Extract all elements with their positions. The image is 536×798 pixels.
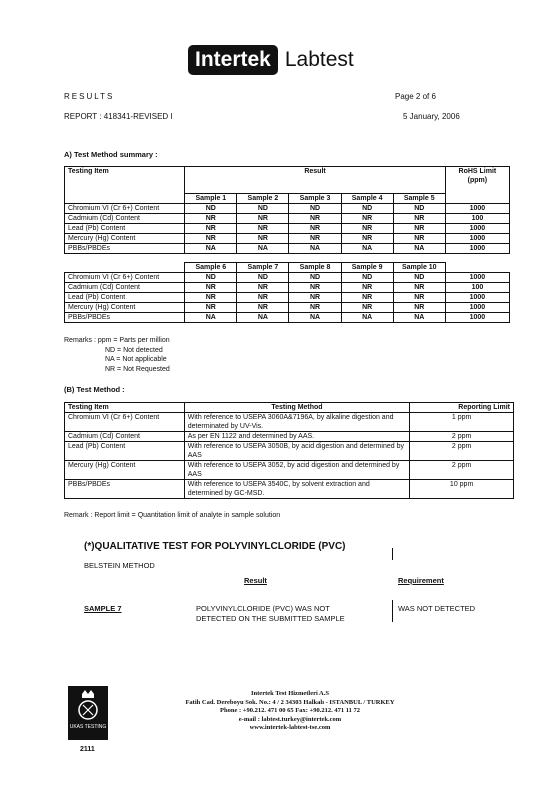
testing-method-cell: With reference to USEPA 3060A&7196A, by alkaline digestion and determinated by UV-Vis. xyxy=(184,413,409,432)
pvc-method: BELSTEIN METHOD xyxy=(84,561,155,570)
result-cell: NR xyxy=(185,293,237,303)
result-row xyxy=(65,303,510,313)
pvc-requirement: WAS NOT DETECTED xyxy=(398,604,476,613)
pvc-result-header: Result xyxy=(244,576,267,585)
testing-item-cell: Chromium VI (Cr 6+) Content xyxy=(65,413,185,432)
limit-cell: 1000 xyxy=(445,303,509,313)
result-cell: NR xyxy=(393,283,445,293)
limit-cell: 100 xyxy=(445,283,509,293)
ukas-text: UKAS TESTING xyxy=(69,724,107,730)
remark-line: NA = Not applicable xyxy=(105,356,167,363)
result-row xyxy=(65,204,510,214)
col-reporting-limit: Reporting Limit xyxy=(410,403,514,413)
result-cell: NR xyxy=(341,224,393,234)
pvc-title: (*)QUALITATIVE TEST FOR POLYVINYLCLORIDE (PVC) xyxy=(84,541,346,552)
result-cell: NA xyxy=(289,313,341,323)
testing-item-cell: Cadmium (Cd) Content xyxy=(65,214,185,224)
method-row xyxy=(65,461,514,480)
limit-cell: 1000 xyxy=(445,234,509,244)
result-row xyxy=(65,224,510,234)
result-cell: ND xyxy=(237,273,289,283)
result-cell: NR xyxy=(237,303,289,313)
result-row xyxy=(65,214,510,224)
sample-header: Sample 10 xyxy=(393,263,445,273)
result-cell: NR xyxy=(341,283,393,293)
crown-icon xyxy=(68,686,108,740)
testing-item-cell: Mercury (Hg) Content xyxy=(65,303,185,313)
result-cell: NA xyxy=(237,313,289,323)
sample-header: Sample 3 xyxy=(289,194,341,204)
testing-item-cell: Mercury (Hg) Content xyxy=(65,234,185,244)
method-row xyxy=(65,480,514,499)
group-1-rows xyxy=(65,204,510,254)
result-cell: NA xyxy=(341,313,393,323)
result-cell: ND xyxy=(393,273,445,283)
result-cell: NR xyxy=(185,224,237,234)
result-row xyxy=(65,244,510,254)
testing-item-cell: PBBs/PBDEs xyxy=(65,313,185,323)
result-cell: NR xyxy=(393,293,445,303)
sample-header: Sample 2 xyxy=(237,194,289,204)
result-cell: NR xyxy=(237,283,289,293)
testing-method-cell: With reference to USEPA 3540C, by solvent extraction and determined by GC-MSD. xyxy=(184,480,409,499)
reporting-limit-cell: 1 ppm xyxy=(410,413,514,432)
result-cell: NA xyxy=(341,244,393,254)
result-cell: ND xyxy=(185,204,237,214)
testing-item-cell: Cadmium (Cd) Content xyxy=(65,432,185,442)
testing-item-cell: PBBs/PBDEs xyxy=(65,480,185,499)
testing-item-cell: Chromium VI (Cr 6+) Content xyxy=(65,204,185,214)
result-cell: NR xyxy=(341,303,393,313)
col-testing-method: Testing Method xyxy=(184,403,409,413)
result-cell: ND xyxy=(341,273,393,283)
pvc-result-line: DETECTED ON THE SUBMITTED SAMPLE xyxy=(196,614,345,623)
limit-cell: 1000 xyxy=(445,273,509,283)
footer-web: www.intertek-labtest-tse.com xyxy=(249,724,331,731)
limit-cell: 1000 xyxy=(445,224,509,234)
pvc-result-line: POLYVINYLCLORIDE (PVC) WAS NOT xyxy=(196,604,330,613)
limit-cell: 100 xyxy=(445,214,509,224)
result-cell: NA xyxy=(289,244,341,254)
footer-email: e-mail : labtest.turkey@intertek.com xyxy=(238,715,342,723)
testing-method-cell: With reference to USEPA 3052, by acid digestion and determined by AAS xyxy=(184,461,409,480)
testing-item-cell: Lead (Pb) Content xyxy=(65,224,185,234)
result-cell: ND xyxy=(237,204,289,214)
result-cell: ND xyxy=(289,273,341,283)
result-cell: NR xyxy=(393,214,445,224)
remark-line: NR = Not Requested xyxy=(105,365,170,373)
sample-header-row-2 xyxy=(65,263,510,273)
result-cell: ND xyxy=(185,273,237,283)
result-cell: NR xyxy=(289,303,341,313)
result-cell: NA xyxy=(185,313,237,323)
testing-item-cell: Chromium VI (Cr 6+) Content xyxy=(65,273,185,283)
limit-cell: 1000 xyxy=(445,313,509,323)
result-cell: NA xyxy=(393,244,445,254)
sample-header: Sample 6 xyxy=(185,263,237,273)
accreditation-number: 2111 xyxy=(80,746,95,753)
pvc-sample: SAMPLE 7 xyxy=(84,604,122,613)
testing-item-cell: Lead (Pb) Content xyxy=(65,442,185,461)
remark-line: ND = Not detected xyxy=(105,346,163,354)
limit-cell: 1000 xyxy=(445,293,509,303)
testing-method-cell: With reference to USEPA 3050B, by acid digestion and determined by AAS xyxy=(184,442,409,461)
result-cell: NR xyxy=(185,214,237,224)
logo-product: Labtest xyxy=(284,48,354,71)
limit-cell: 1000 xyxy=(445,244,509,254)
pvc-result xyxy=(196,604,345,624)
testing-item-cell: Mercury (Hg) Content xyxy=(65,461,185,480)
sample-header: Sample 1 xyxy=(185,194,237,204)
result-cell: ND xyxy=(393,204,445,214)
intertek-logo xyxy=(188,44,354,76)
result-cell: NR xyxy=(185,234,237,244)
section-a-title: A) Test Method summary : xyxy=(64,150,158,159)
group-2-rows xyxy=(65,273,510,323)
result-row xyxy=(65,283,510,293)
sample-header: Sample 4 xyxy=(341,194,393,204)
spacer-row xyxy=(65,254,510,263)
sample-header: Sample 8 xyxy=(289,263,341,273)
reporting-limit-cell: 2 ppm xyxy=(410,442,514,461)
remarks-block xyxy=(64,336,170,374)
result-cell: NR xyxy=(289,214,341,224)
result-row xyxy=(65,234,510,244)
result-cell: NA xyxy=(185,244,237,254)
divider xyxy=(392,600,393,622)
result-cell: NR xyxy=(341,293,393,303)
result-cell: NR xyxy=(341,234,393,244)
method-rows xyxy=(65,413,514,499)
footer-company: Intertek Test Hizmetleri A.S xyxy=(251,690,329,697)
limit-cell: 1000 xyxy=(445,204,509,214)
col-testing-item: Testing Item xyxy=(65,403,185,413)
result-cell: NR xyxy=(237,224,289,234)
report-date: 5 January, 2006 xyxy=(403,112,460,121)
page-number: Page 2 of 6 xyxy=(395,92,436,101)
testing-method-cell: As per EN 1122 and determined by AAS. xyxy=(184,432,409,442)
result-cell: NR xyxy=(237,293,289,303)
result-cell: ND xyxy=(341,204,393,214)
result-cell: NR xyxy=(237,234,289,244)
result-cell: NR xyxy=(237,214,289,224)
method-row xyxy=(65,432,514,442)
result-row xyxy=(65,293,510,303)
footer-street: Fatih Cad. Dereboyu Sok. No.: 4 / 2 34303 Halkalı - ISTANBUL / TURKEY xyxy=(185,698,395,706)
testing-item-cell: PBBs/PBDEs xyxy=(65,244,185,254)
col-testing-item: Testing Item xyxy=(65,167,185,204)
testing-item-cell: Cadmium (Cd) Content xyxy=(65,283,185,293)
footer-address xyxy=(130,690,450,733)
col-rohs-limit: RoHS Limit (ppm) xyxy=(445,167,509,204)
pvc-requirement-header: Requirement xyxy=(398,576,444,585)
logo-brand: Intertek xyxy=(188,45,278,75)
remark-line: Remarks : ppm = Parts per million xyxy=(64,337,170,344)
result-cell: NR xyxy=(393,303,445,313)
sample-header: Sample 5 xyxy=(393,194,445,204)
results-heading: RESULTS xyxy=(64,92,115,101)
divider xyxy=(392,548,393,560)
reporting-limit-cell: 2 ppm xyxy=(410,432,514,442)
sample-header: Sample 9 xyxy=(341,263,393,273)
reporting-limit-cell: 10 ppm xyxy=(410,480,514,499)
result-cell: NR xyxy=(289,293,341,303)
result-cell: NR xyxy=(393,224,445,234)
method-row xyxy=(65,413,514,432)
section-b-title: (B) Test Method : xyxy=(64,385,125,394)
method-table xyxy=(64,402,514,499)
result-cell: NA xyxy=(393,313,445,323)
result-cell: NR xyxy=(289,224,341,234)
ukas-logo xyxy=(68,686,108,740)
result-cell: NR xyxy=(289,234,341,244)
result-cell: NR xyxy=(289,283,341,293)
result-cell: NR xyxy=(185,303,237,313)
result-cell: NA xyxy=(237,244,289,254)
sample-header: Sample 7 xyxy=(237,263,289,273)
report-number: REPORT : 418341-REVISED I xyxy=(64,112,173,121)
testing-item-cell: Lead (Pb) Content xyxy=(65,293,185,303)
result-cell: ND xyxy=(289,204,341,214)
method-row xyxy=(65,442,514,461)
reporting-limit-cell: 2 ppm xyxy=(410,461,514,480)
summary-table xyxy=(64,166,510,323)
col-result: Result xyxy=(185,167,446,194)
result-row xyxy=(65,313,510,323)
footer-phone: Phone : +90.212. 471 00 65 Fax: +90.212. 471 11 72 xyxy=(220,707,360,714)
result-cell: NR xyxy=(393,234,445,244)
report-limit-remark: Remark : Report limit = Quantitation limit of analyte in sample solution xyxy=(64,512,281,519)
result-cell: NR xyxy=(341,214,393,224)
result-cell: NR xyxy=(185,283,237,293)
result-row xyxy=(65,273,510,283)
